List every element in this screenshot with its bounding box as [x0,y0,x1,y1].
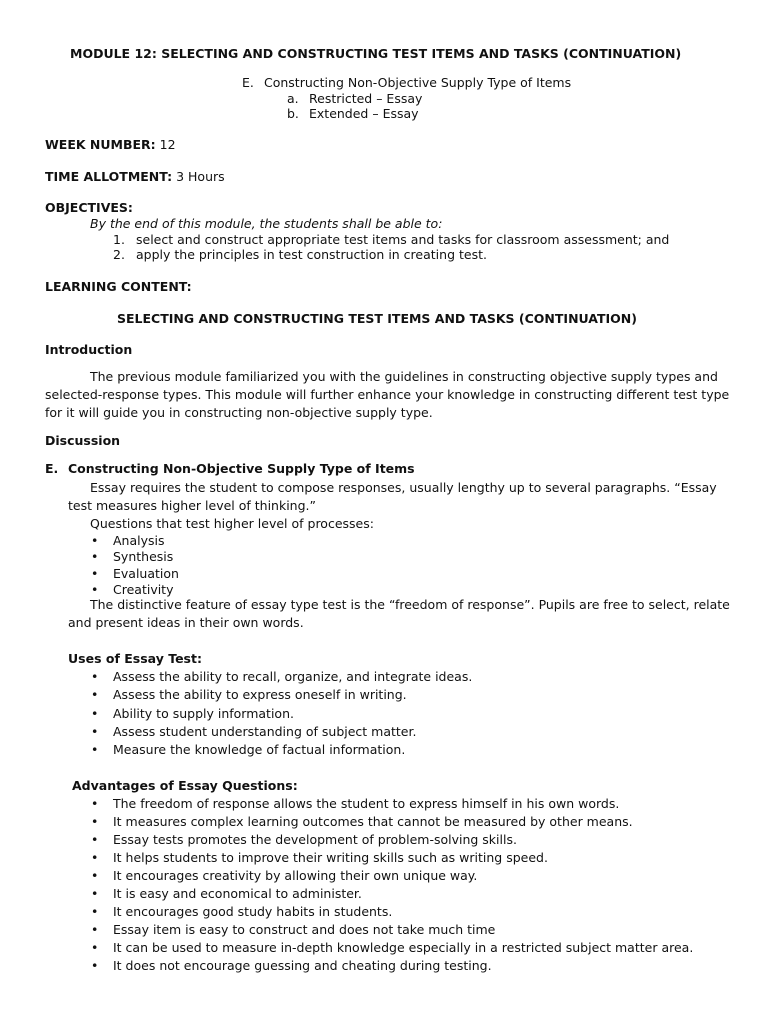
section-letter: E. [45,461,59,476]
objective-item: apply the principles in test construction in creating test. [136,247,487,262]
process-item: • Analysis [113,533,165,549]
learning-content-heading: LEARNING CONTENT: [45,279,192,294]
advantage-item: • It measures complex learning outcomes that cannot be measured by other means. [113,814,633,830]
subtopic-letter: b. [287,106,299,121]
uses-item: • Measure the knowledge of factual information. [113,742,405,758]
advantage-item: • It helps students to improve their writing skills such as writing speed. [113,850,548,866]
page-title: MODULE 12: SELECTING AND CONSTRUCTING TEST ITEMS AND TASKS (CONTINUATION) [70,46,682,61]
advantages-heading: Advantages of Essay Questions: [72,778,298,793]
discussion-heading: Discussion [45,433,121,448]
advantage-item: • It encourages good study habits in students. [113,904,392,920]
advantage-item: • It is easy and economical to administer. [113,886,362,902]
subtopic-item: Extended – Essay [309,106,419,121]
subtopic-letter: a. [287,91,299,106]
time-value: 3 Hours [176,169,225,184]
introduction-heading: Introduction [45,342,133,357]
learning-content-title: SELECTING AND CONSTRUCTING TEST ITEMS AND TASKS (CONTINUATION) [117,311,637,326]
advantage-item: • It does not encourage guessing and cheating during testing. [113,958,492,974]
objectives-heading: OBJECTIVES: [45,200,133,215]
processes-intro: Questions that test higher level of processes: [90,516,374,531]
essay-line: Essay requires the student to compose responses, usually lengthy up to several paragraphs. “Essay [90,480,717,495]
topic-letter: E. [242,75,254,90]
uses-item: • Ability to supply information. [113,706,294,722]
introduction-line: The previous module familiarized you with the guidelines in constructing objective supply types and [90,369,718,384]
process-item: • Creativity [113,582,174,598]
advantage-item: • The freedom of response allows the student to express himself in his own words. [113,796,619,812]
feature-line: The distinctive feature of essay type test is the “freedom of response”. Pupils are free to select, relate [90,597,730,612]
advantage-item: • It can be used to measure in-depth knowledge especially in a restricted subject matter area. [113,940,693,956]
advantage-item: • Essay tests promotes the development of problem-solving skills. [113,832,517,848]
week-number [45,137,176,153]
topic-title: Constructing Non-Objective Supply Type of Items [264,75,572,90]
section-title: Constructing Non-Objective Supply Type of Items [68,461,415,476]
uses-item: • Assess the ability to recall, organize, and integrate ideas. [113,669,472,685]
uses-item: • Assess the ability to express oneself in writing. [113,687,407,703]
uses-heading: Uses of Essay Test: [68,651,202,666]
feature-line: and present ideas in their own words. [68,615,304,630]
week-value: 12 [159,137,176,152]
advantage-item: • Essay item is easy to construct and does not take much time [113,922,495,938]
objective-number: 1. [113,232,125,247]
process-item: • Synthesis [113,549,173,565]
time-allotment [45,169,225,185]
objective-item: select and construct appropriate test items and tasks for classroom assessment; and [136,232,670,247]
introduction-line: selected-response types. This module will further enhance your knowledge in constructing different test type [45,387,730,402]
advantage-item: • It encourages creativity by allowing their own unique way. [113,868,477,884]
essay-line: test measures higher level of thinking.” [68,498,316,513]
process-item: • Evaluation [113,566,179,582]
time-label: TIME ALLOTMENT: [45,169,173,184]
objectives-intro: By the end of this module, the students shall be able to: [90,216,443,231]
subtopic-item: Restricted – Essay [309,91,423,106]
week-label: WEEK NUMBER: [45,137,156,152]
uses-item: • Assess student understanding of subject matter. [113,724,416,740]
objective-number: 2. [113,247,125,262]
introduction-line: for it will guide you in constructing non-objective supply type. [45,405,433,420]
